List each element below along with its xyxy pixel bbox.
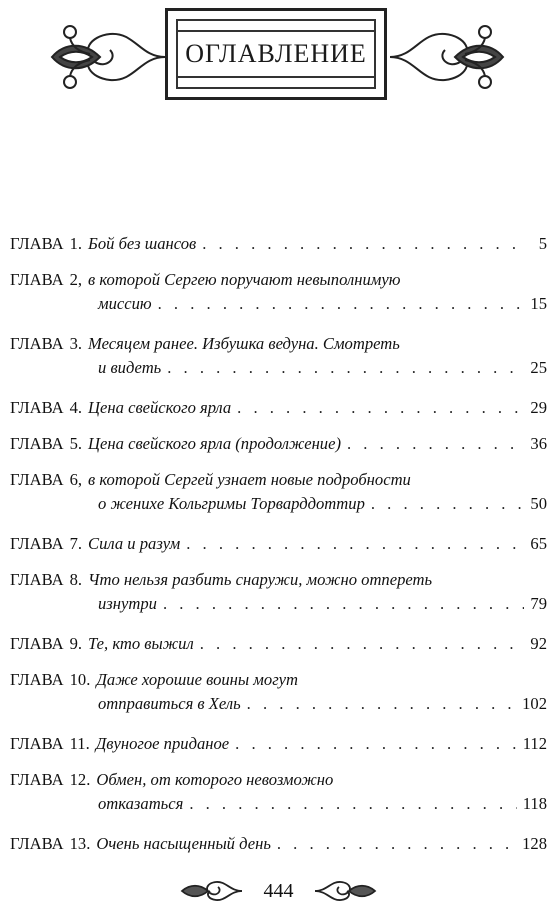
dot-leader [202, 232, 527, 256]
toc-entry[interactable] [10, 732, 547, 756]
chapter-page-number: 92 [530, 634, 547, 653]
chapter-title: Сила и разум [88, 534, 181, 553]
chapter-number: 10. [69, 670, 91, 689]
chapter-number: 6, [69, 470, 83, 489]
dot-leader [371, 492, 525, 516]
toc-entry[interactable] [10, 396, 547, 420]
chapter-number: 12. [69, 770, 91, 789]
chapter-number: 2, [69, 270, 83, 289]
dot-leader [158, 292, 525, 316]
dot-leader [347, 432, 524, 456]
chapter-number: 8. [69, 570, 83, 589]
chapter-page-number: 36 [530, 434, 547, 453]
chapter-label: ГЛАВА [10, 470, 64, 489]
dot-leader [167, 356, 524, 380]
chapter-title: Цена свейского ярла [88, 398, 232, 417]
toc-entry[interactable] [10, 768, 547, 816]
chapter-title: Месяцем ранее. Избушка ведуна. Смотреть [88, 334, 400, 353]
chapter-label: ГЛАВА [10, 570, 64, 589]
chapter-title: и видеть [98, 358, 162, 377]
chapter-number: 11. [69, 734, 90, 753]
chapter-label: ГЛАВА [10, 834, 64, 853]
scroll-ornament-right-icon [385, 12, 515, 102]
chapter-page-number: 65 [530, 534, 547, 553]
dot-leader [189, 792, 516, 816]
chapter-header [0, 0, 557, 110]
table-of-contents [10, 232, 547, 868]
chapter-page-number: 15 [530, 294, 547, 313]
chapter-page-number: 128 [522, 834, 547, 853]
dot-leader [277, 832, 516, 856]
chapter-title: миссию [98, 294, 152, 313]
chapter-page-number: 29 [530, 398, 547, 417]
page-number: 444 [263, 880, 294, 902]
chapter-number: 7. [69, 534, 83, 553]
chapter-title: отказаться [98, 794, 184, 813]
chapter-number: 3. [69, 334, 83, 353]
chapter-number: 5. [69, 434, 83, 453]
chapter-title: Что нельзя разбить снаружи, можно отпереть [88, 570, 433, 589]
footer-ornament-right-icon [313, 876, 377, 906]
dot-leader [163, 592, 524, 616]
toc-entry[interactable] [10, 468, 547, 516]
title-frame [165, 8, 387, 100]
chapter-label: ГЛАВА [10, 734, 64, 753]
chapter-title: Очень насыщенный день [96, 834, 271, 853]
chapter-label: ГЛАВА [10, 334, 64, 353]
chapter-number: 4. [69, 398, 83, 417]
chapter-page-number: 5 [538, 234, 547, 253]
chapter-title: в которой Сергей узнает новые подробности [88, 470, 411, 489]
toc-entry[interactable] [10, 432, 547, 456]
toc-entry[interactable] [10, 268, 547, 316]
chapter-page-number: 102 [522, 694, 547, 713]
page-title: ОГЛАВЛЕНИЕ [178, 30, 374, 78]
chapter-page-number: 118 [522, 794, 547, 813]
toc-entry[interactable] [10, 232, 547, 256]
dot-leader [247, 692, 516, 716]
chapter-number: 9. [69, 634, 83, 653]
toc-entry[interactable] [10, 832, 547, 856]
chapter-title: отправиться в Хель [98, 694, 241, 713]
chapter-page-number: 79 [530, 594, 547, 613]
dot-leader [235, 732, 517, 756]
scroll-ornament-left-icon [40, 12, 170, 102]
chapter-title: Цена свейского ярла (продолжение) [88, 434, 341, 453]
chapter-page-number: 50 [530, 494, 547, 513]
chapter-title: Двуногое приданое [95, 734, 230, 753]
chapter-page-number: 112 [522, 734, 547, 753]
page-footer [0, 866, 557, 916]
toc-entry[interactable] [10, 632, 547, 656]
chapter-number: 13. [69, 834, 91, 853]
chapter-title: Те, кто выжил [88, 634, 194, 653]
chapter-label: ГЛАВА [10, 534, 64, 553]
chapter-label: ГЛАВА [10, 634, 64, 653]
chapter-title: Бой без шансов [88, 234, 197, 253]
chapter-label: ГЛАВА [10, 398, 64, 417]
chapter-label: ГЛАВА [10, 434, 64, 453]
dot-leader [200, 632, 525, 656]
chapter-title: в которой Сергею поручают невыполнимую [88, 270, 401, 289]
chapter-label: ГЛАВА [10, 770, 64, 789]
toc-entry[interactable] [10, 532, 547, 556]
chapter-title: Даже хорошие воины могут [96, 670, 299, 689]
dot-leader [186, 532, 524, 556]
chapter-label: ГЛАВА [10, 234, 64, 253]
chapter-title: о женихе Кольгримы Торварддоттир [98, 494, 365, 513]
chapter-number: 1. [69, 234, 83, 253]
dot-leader [237, 396, 524, 420]
chapter-label: ГЛАВА [10, 270, 64, 289]
toc-entry[interactable] [10, 568, 547, 616]
toc-entry[interactable] [10, 332, 547, 380]
toc-entry[interactable] [10, 668, 547, 716]
chapter-title: изнутри [98, 594, 157, 613]
chapter-label: ГЛАВА [10, 670, 64, 689]
chapter-title: Обмен, от которого невозможно [96, 770, 334, 789]
chapter-page-number: 25 [530, 358, 547, 377]
